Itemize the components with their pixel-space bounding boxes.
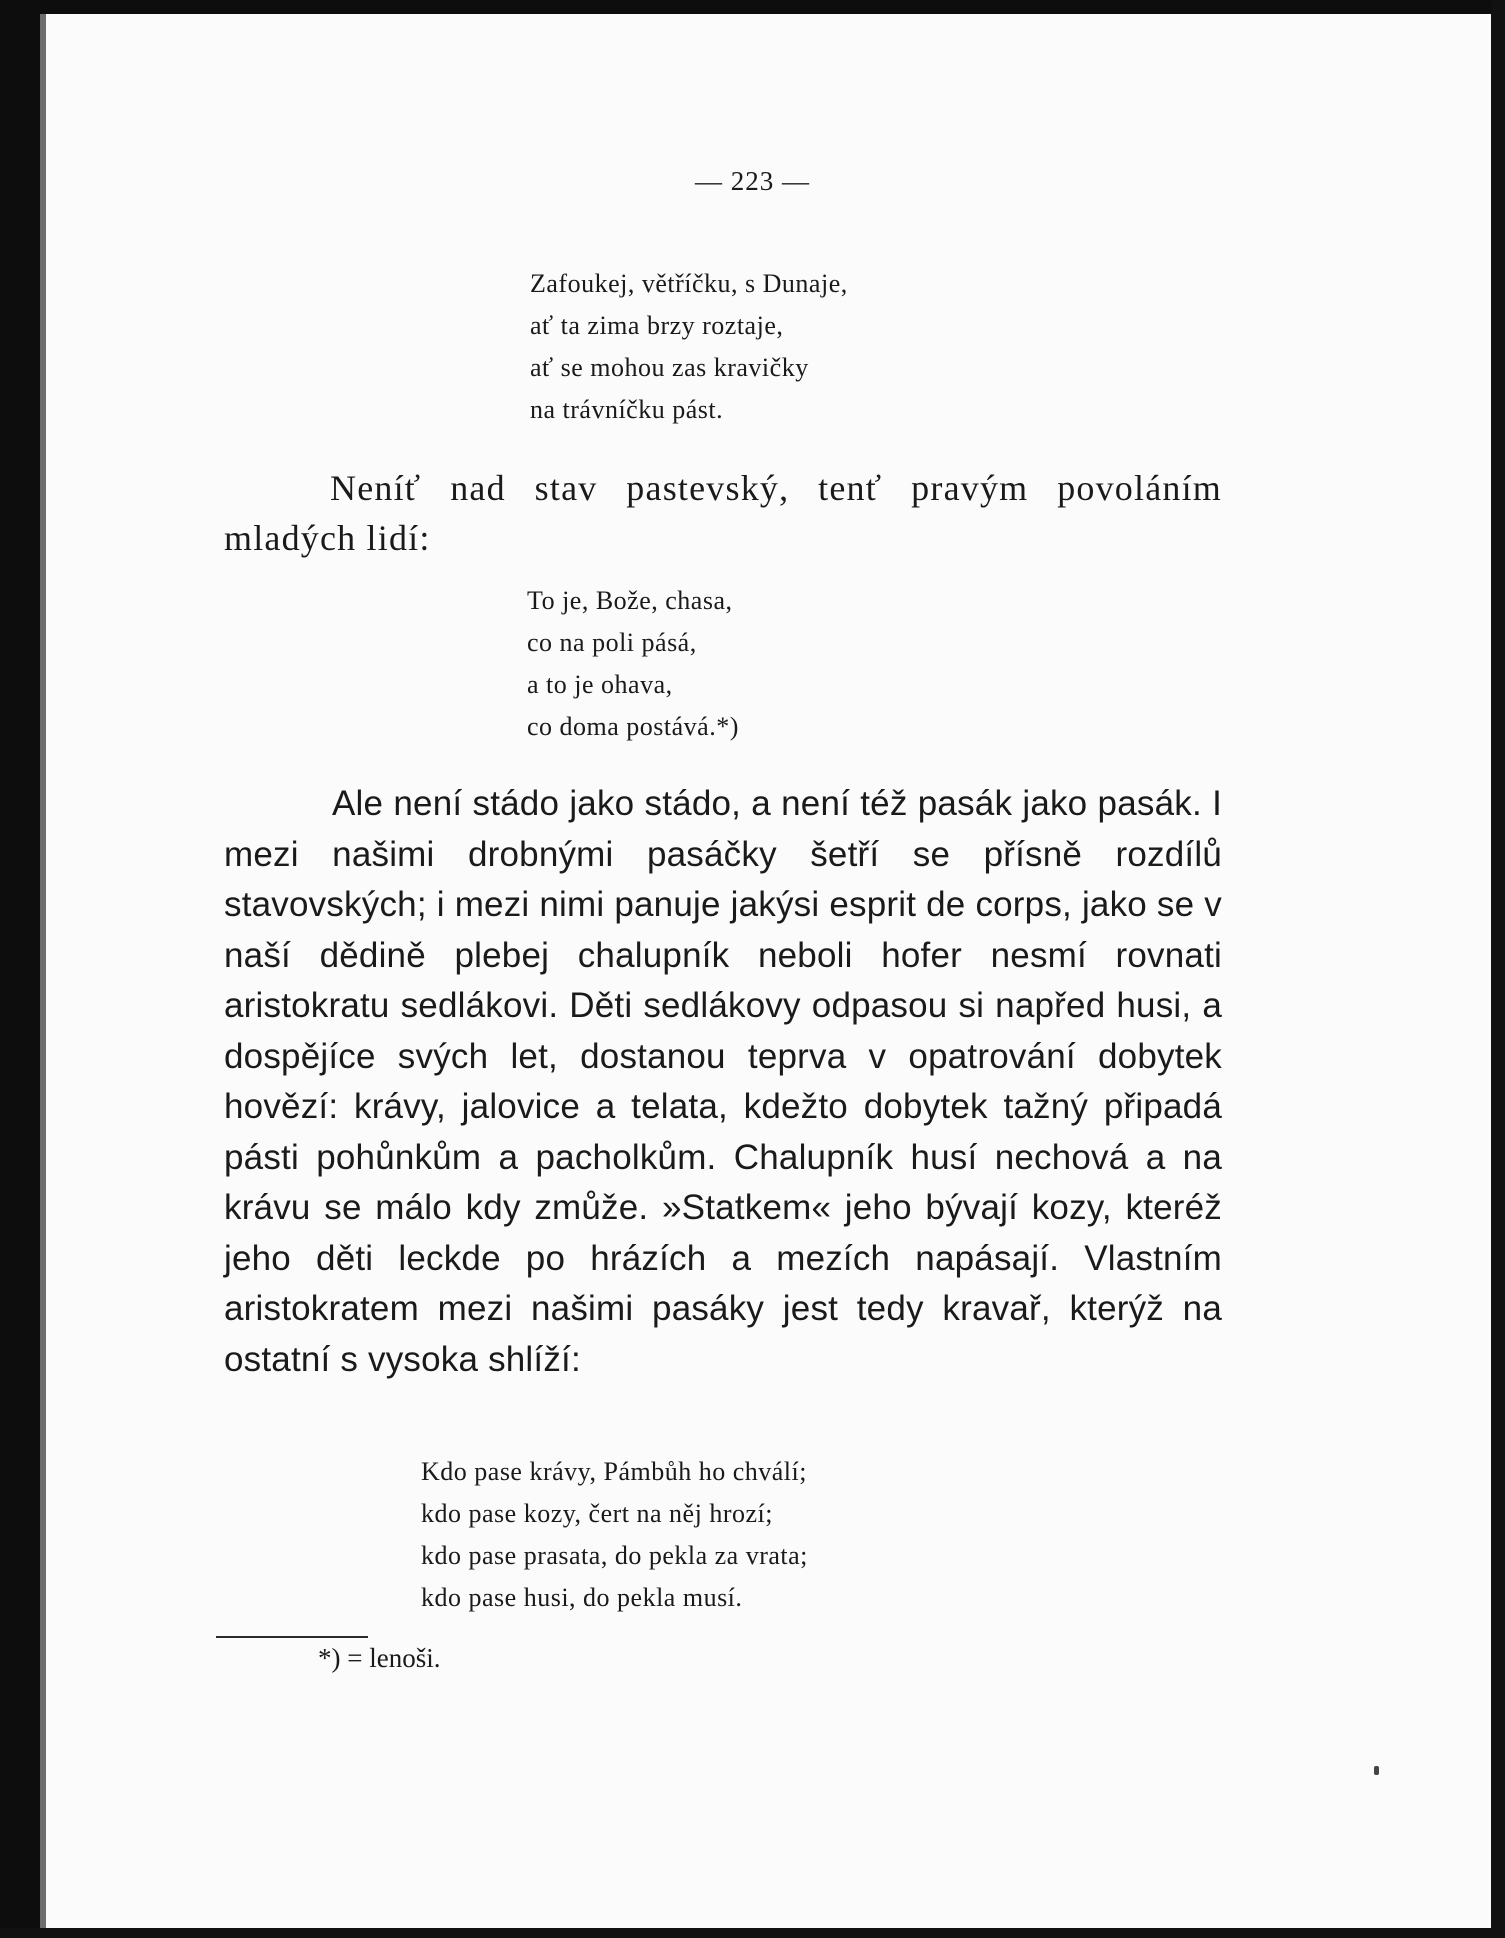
verse-line: Kdo pase krávy, Pámbůh ho chválí; xyxy=(421,1457,807,1486)
verse-line: To je, Bože, chasa, xyxy=(527,586,733,615)
paragraph-second: Ale není stádo jako stádo, a není též pasák jako pasák. I mezi našimi drobnými pasáčky šetří se přísně rozdílů stavovských; i mezi nimi panuje jakýsi esprit de corps, jako se v naší dědině plebej chalupník neboli hofer nesmí rovnati aristokratu sedlákovi. Děti sedlákovy odpasou si napřed husi, a dospějíce svých let, dostanou teprva v opatrování dobytek hovězí: krávy, jalovice a telata, kdežto dobytek tažný připadá pásti pohůnkům a pacholkům. Chalupník husí nechová a na krávu se málo kdy zmůže. »Statkem« jeho bývají kozy, kteréž jeho děti leckde po hrázích a mezích napásají. Vlastním aristokratem mezi našimi pasáky jest tedy kravař, kterýž na ostatní s vysoka shlíží: xyxy=(224,784,1222,1379)
verse-block-first xyxy=(530,263,848,431)
verse-line: co doma postává.*) xyxy=(527,712,739,741)
verse-line: ať ta zima brzy roztaje, xyxy=(530,311,784,340)
scan-border-top xyxy=(0,0,1505,14)
verse-line: ať se mohou zas kravičky xyxy=(530,353,809,382)
verse-line: kdo pase kozy, čert na něj hrozí; xyxy=(421,1499,773,1528)
verse-block-third xyxy=(421,1451,808,1619)
scan-border-right xyxy=(1491,0,1505,1938)
scan-speck xyxy=(1374,1766,1379,1775)
verse-line: a to je ohava, xyxy=(527,670,673,699)
verse-block-second xyxy=(527,580,739,748)
verse-line: kdo pase prasata, do pekla za vrata; xyxy=(421,1541,808,1570)
scan-border-bottom xyxy=(0,1928,1505,1938)
verse-line: kdo pase husi, do pekla musí. xyxy=(421,1583,743,1612)
paragraph-first: Neníť nad stav pastevský, tenť pravým povoláním mladých lidí: xyxy=(224,468,1222,558)
verse-line: na trávníčku pást. xyxy=(530,395,724,424)
page-number: — 223 — xyxy=(695,166,810,196)
verse-line: Zafoukej, větříčku, s Dunaje, xyxy=(530,269,848,298)
verse-line: co na poli pásá, xyxy=(527,628,697,657)
footnote: *) = lenoši. xyxy=(318,1643,441,1673)
scan-border-left xyxy=(0,0,40,1938)
